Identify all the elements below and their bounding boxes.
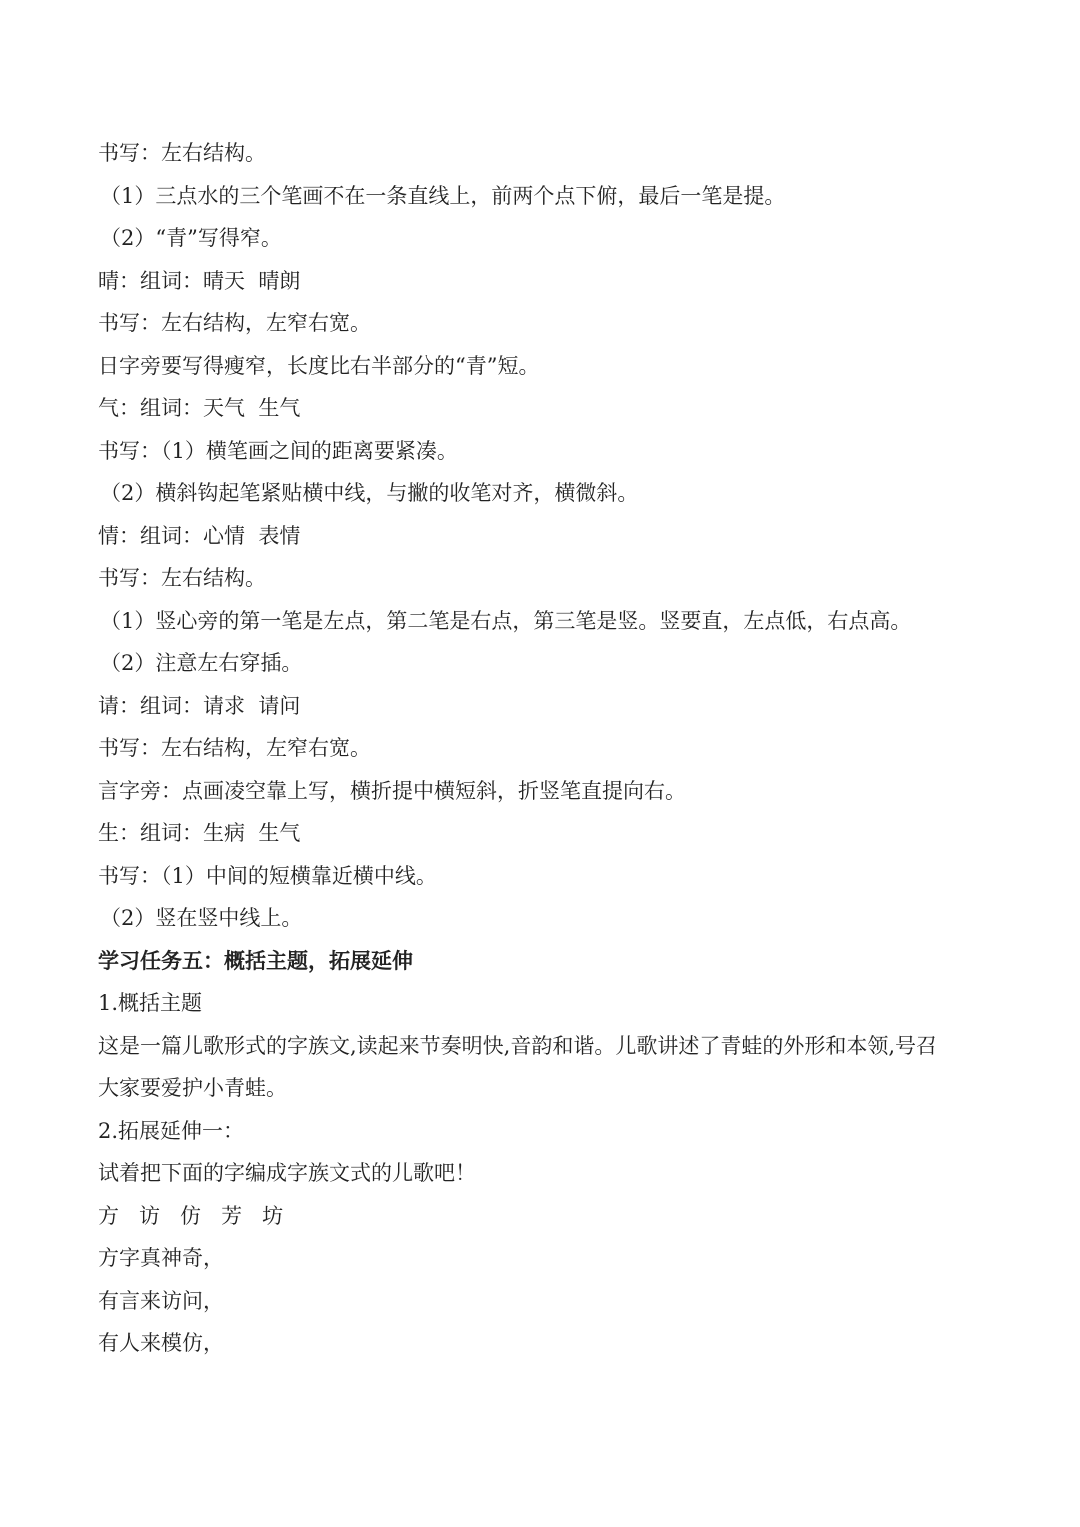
text-line: 气：组词：天气 生气 xyxy=(98,396,301,420)
text-line: 言字旁：点画凌空靠上写，横折提中横短斜，折竖笔直提向右。 xyxy=(98,778,686,803)
text-line: （2）“青”写得窄。 xyxy=(100,226,282,250)
poem-line: 有人来模仿， xyxy=(98,1331,224,1355)
text-line: 书写：左右结构，左窄右宽。 xyxy=(98,736,371,760)
section-heading: 学习任务五：概括主题，拓展延伸 xyxy=(98,947,413,973)
poem-line: 方字真神奇， xyxy=(98,1246,224,1270)
text-line: 情：组词：心情 表情 xyxy=(98,523,301,548)
text-line: 日字旁要写得瘦窄，长度比右半部分的“青”短。 xyxy=(98,353,540,378)
text-line: （2）竖在竖中线上。 xyxy=(100,906,303,930)
instruction-line: 试着把下面的字编成字族文式的儿歌吧！ xyxy=(98,1161,476,1185)
text-line: 书写：左右结构。 xyxy=(98,141,266,165)
text-line: （2）注意左右穿插。 xyxy=(100,651,303,675)
poem-line: 有言来访问， xyxy=(98,1288,224,1313)
text-line: 晴：组词：晴天 晴朗 xyxy=(98,268,301,293)
item-heading: 2.拓展延伸一： xyxy=(98,1118,245,1143)
text-line: 生：组词：生病 生气 xyxy=(98,821,301,845)
text-line: 书写：左右结构。 xyxy=(98,566,266,590)
text-line: （1）竖心旁的第一笔是左点，第二笔是右点，第三笔是竖。竖要直，左点低，右点高。 xyxy=(100,608,912,633)
paragraph-line: 大家要爱护小青蛙。 xyxy=(98,1076,287,1100)
paragraph-line: 这是一篇儿歌形式的字族文,读起来节奏明快,音韵和谐。儿歌讲述了青蛙的外形和本领,号召 xyxy=(98,1033,938,1058)
text-line: 请：组词：请求 请问 xyxy=(98,693,301,718)
text-line: 书写：（1）横笔画之间的距离要紧凑。 xyxy=(98,438,458,463)
item-heading: 1.概括主题 xyxy=(98,991,203,1015)
text-line: 书写：左右结构，左窄右宽。 xyxy=(98,311,371,335)
document-page xyxy=(98,132,998,1365)
text-line: （1）三点水的三个笔画不在一条直线上，前两个点下俯，最后一笔是提。 xyxy=(100,183,786,208)
character-list: 方 访 仿 芳 坊 xyxy=(98,1203,284,1228)
text-line: 书写：（1）中间的短横靠近横中线。 xyxy=(98,863,437,888)
text-line: （2）横斜钩起笔紧贴横中线，与撇的收笔对齐，横微斜。 xyxy=(100,481,639,505)
